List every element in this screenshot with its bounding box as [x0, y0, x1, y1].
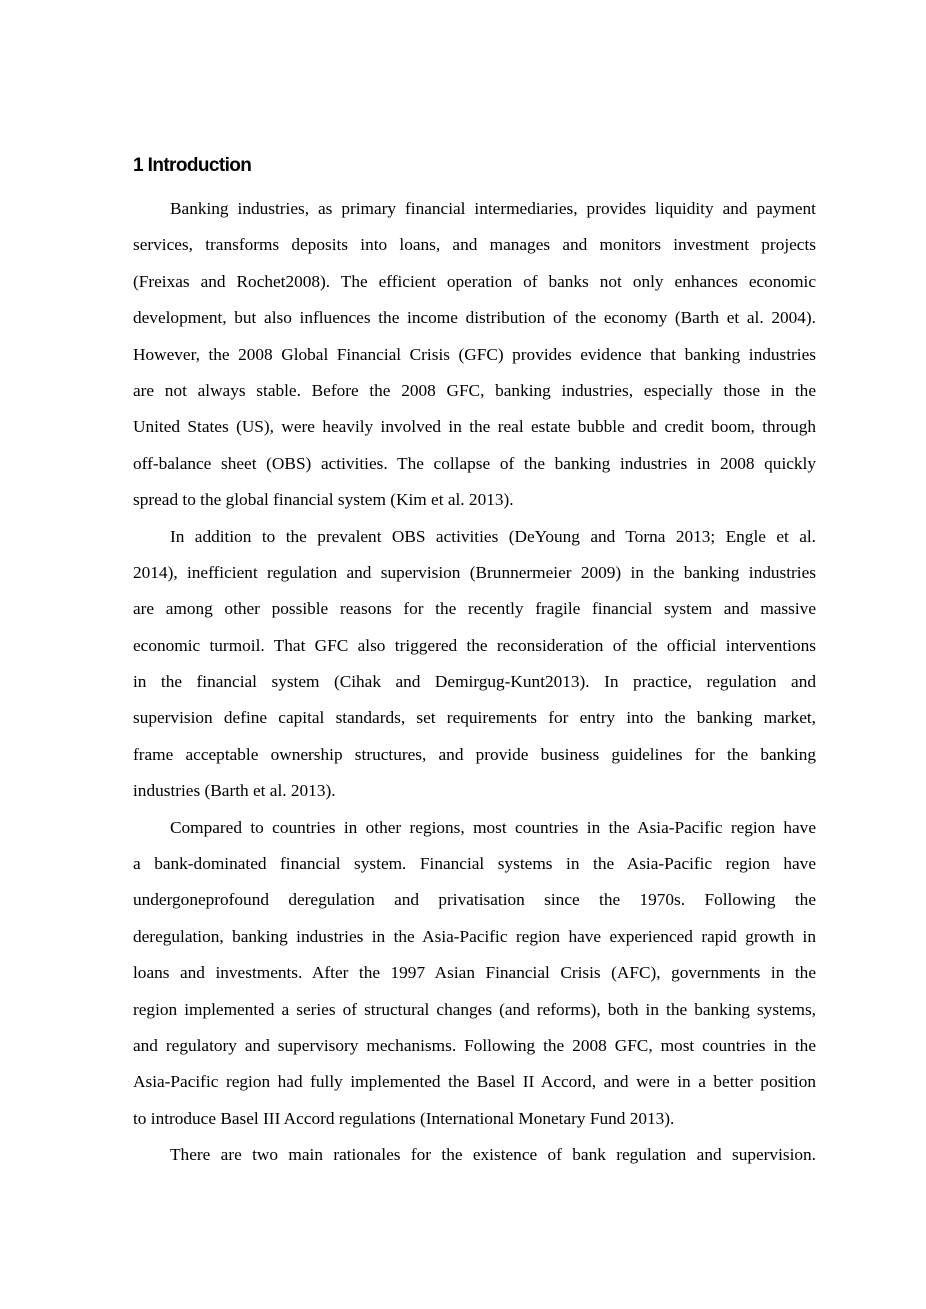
- paragraph-line: (Freixas and Rochet2008). The efficient operation of banks not only enhances economic: [133, 271, 816, 291]
- paragraph-line: undergoneprofound deregulation and privatisation since the 1970s. Following the: [133, 890, 816, 910]
- paragraph-line: to introduce Basel III Accord regulations (International Monetary Fund 2013).: [133, 1108, 675, 1128]
- section-heading: 1 Introduction: [133, 155, 252, 176]
- paragraph-line: region implemented a series of structural changes (and reforms), both in the banking systems,: [133, 999, 816, 1019]
- paragraph-line: supervision define capital standards, set requirements for entry into the banking market,: [133, 708, 816, 728]
- paragraph-line: in the financial system (Cihak and Demirgug-Kunt2013). In practice, regulation and: [133, 672, 816, 692]
- paragraph-line: industries (Barth et al. 2013).: [133, 781, 336, 801]
- paragraph-line: There are two main rationales for the existence of bank regulation and supervision.: [170, 1145, 816, 1165]
- paragraph-line: a bank-dominated financial system. Financial systems in the Asia-Pacific region have: [133, 854, 816, 874]
- paragraph-line: are among other possible reasons for the recently fragile financial system and massive: [133, 599, 816, 619]
- paragraph-line: frame acceptable ownership structures, and provide business guidelines for the banking: [133, 744, 816, 764]
- paragraph-line: are not always stable. Before the 2008 GFC, banking industries, especially those in the: [133, 380, 816, 400]
- paragraph-line: Asia-Pacific region had fully implemented the Basel II Accord, and were in a better position: [133, 1072, 816, 1092]
- paragraph-line: United States (US), were heavily involved in the real estate bubble and credit boom, through: [133, 417, 816, 437]
- paragraph-line: spread to the global financial system (Kim et al. 2013).: [133, 490, 514, 510]
- paragraph-line: 2014), inefficient regulation and supervision (Brunnermeier 2009) in the banking industries: [133, 562, 816, 582]
- document-body: [133, 196, 816, 1179]
- paragraph-line: However, the 2008 Global Financial Crisis (GFC) provides evidence that banking industries: [133, 344, 816, 364]
- paragraph-line: development, but also influences the income distribution of the economy (Barth et al. 2004).: [133, 308, 816, 328]
- paragraph-line: economic turmoil. That GFC also triggered the reconsideration of the official interventions: [133, 635, 816, 655]
- paragraph-line: loans and investments. After the 1997 Asian Financial Crisis (AFC), governments in the: [133, 963, 816, 983]
- paragraph-line: Compared to countries in other regions, most countries in the Asia-Pacific region have: [170, 817, 816, 837]
- paragraph-line: and regulatory and supervisory mechanisms. Following the 2008 GFC, most countries in the: [133, 1035, 816, 1055]
- paragraph-line: deregulation, banking industries in the Asia-Pacific region have experienced rapid growth in: [133, 926, 816, 946]
- paragraph-line: off-balance sheet (OBS) activities. The collapse of the banking industries in 2008 quickly: [133, 453, 816, 473]
- paragraph-line: services, transforms deposits into loans, and manages and monitors investment projects: [133, 235, 816, 255]
- paragraph-line: Banking industries, as primary financial intermediaries, provides liquidity and payment: [170, 199, 816, 218]
- paragraph-line: In addition to the prevalent OBS activities (DeYoung and Torna 2013; Engle et al.: [170, 526, 816, 546]
